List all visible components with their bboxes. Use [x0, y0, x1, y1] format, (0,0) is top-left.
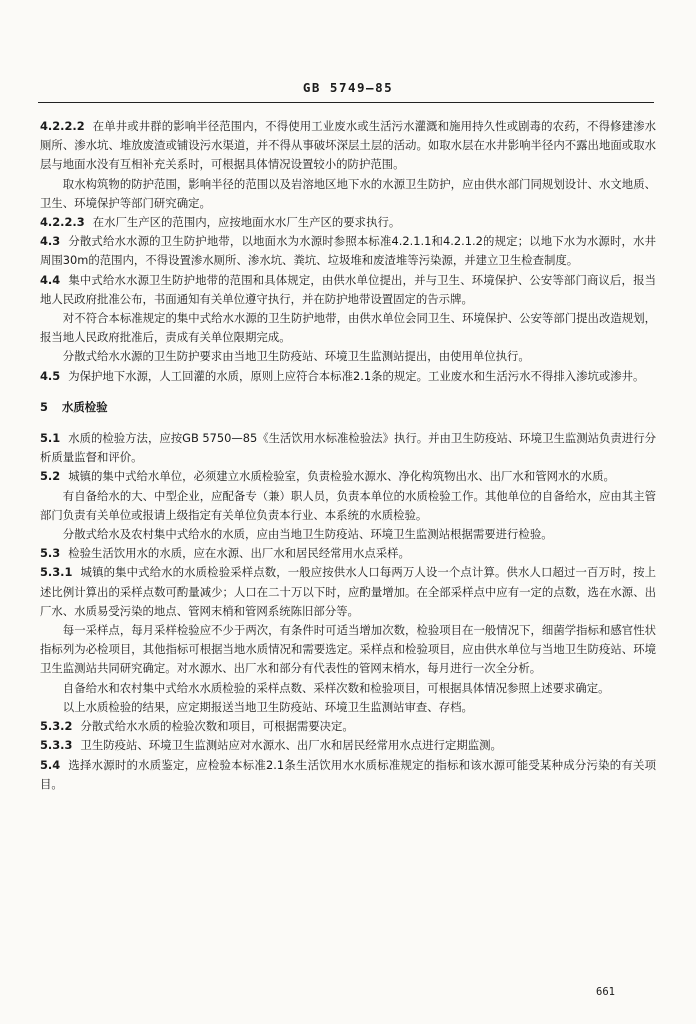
clause-number: 5.3: [40, 546, 61, 561]
paragraph-text: 分散式给水及农村集中式给水的水质，应由当地卫生防疫站、环境卫生监测站根据需要进行检验。: [62, 527, 553, 542]
paragraph: [40, 698, 656, 717]
paragraph-text: 集中式给水水源卫生防护地带的范围和具体规定，由供水单位提出，并与卫生、环境保护、公安等部门商议后，报当地人民政府批准公布，书面通知有关单位遵守执行，并在防护地带设置固定的告示牌。: [40, 272, 656, 306]
paragraph: [40, 117, 656, 175]
clause-number: 4.2.2.2: [40, 119, 85, 133]
paragraph: [40, 487, 656, 525]
clause-number: 4.4: [40, 272, 61, 287]
paragraph-text: 在单井或井群的影响半径范围内，不得使用工业废水或生活污水灌溉和施用持久性或剧毒的农药，不得修建渗水厕所、渗水坑、堆放废渣或铺设污水渠道，并不得从事破坏深层土层的活动。如取水层在水井影响半径内不露出地面或取水层与地面水没有互相补充关系时，可根据具体情况设置较小的防护范围。: [40, 119, 656, 172]
clause-number: 4.3: [40, 234, 61, 249]
paragraph-text: 卫生防疫站、环境卫生监测站应对水源水、出厂水和居民经常用水点进行定期监测。: [80, 738, 502, 753]
clauses-section-4: [40, 117, 656, 386]
page-header: GB 5749—85: [302, 80, 394, 95]
paragraph-text: 水质的检验方法，应按GB 5750—85《生活饮用水标准检验法》执行。并由卫生防疫站、环境卫生监测站负责进行分析质量监督和评价。: [40, 431, 656, 465]
clause-number: 4.2.2.3: [40, 215, 85, 230]
paragraph-text: 有自备给水的大、中型企业，应配备专（兼）职人员，负责本单位的水质检验工作。其他单位的自备给水，应由其主管部门负责有关单位或报请上级指定有关单位负责本行业、本系统的水质检验。: [40, 488, 656, 522]
clause-number: 5.3.1: [40, 565, 73, 580]
paragraph: [40, 736, 656, 755]
clause-number: 5.3.3: [40, 738, 73, 753]
clause-number: 4.5: [40, 368, 61, 383]
paragraph: [40, 717, 656, 736]
paragraph-text: 以上水质检验的结果，应定期报送当地卫生防疫站、环境卫生监测站审查、存档。: [62, 699, 473, 714]
paragraph-text: 城镇的集中式给水单位，必须建立水质检验室，负责检验水源水、净化构筑物出水、出厂水和管网水的水质。: [68, 469, 615, 484]
page-number: 661: [596, 986, 615, 998]
paragraph-text: 分散式给水水源的卫生防护要求由当地卫生防疫站、环境卫生监测站提出，由使用单位执行。: [62, 349, 530, 364]
paragraph-text: 每一采样点，每月采样检验应不少于两次，有条件时可适当增加次数，检验项目在一般情况下，细菌学指标和感官性状指标列为必检项目，其他指标可根据当地水质情况和需要选定。采样点和检验项目，应由供水单位与当地卫生防疫站、环境卫生监测站共同研究确定。对水源水、出厂水和部分有代表性的管网末梢水，每月进行一次全分析。: [40, 623, 656, 676]
clause-number: 5.2: [40, 469, 61, 484]
clause-number: 5.3.2: [40, 719, 73, 734]
paragraph: [40, 467, 656, 486]
paragraph: [40, 309, 656, 347]
paragraph: [40, 367, 656, 386]
paragraph: [40, 679, 656, 698]
paragraph: [40, 213, 656, 232]
paragraph-text: 选择水源时的水质鉴定，应检验本标准2.1条生活饮用水水质标准规定的指标和该水源可能受某种成分污染的有关项目。: [40, 757, 656, 791]
clauses-section-5: [40, 429, 656, 794]
paragraph-text: 城镇的集中式给水的水质检验采样点数，一般应按供水人口每两万人设一个点计算。供水人口超过一百万时，按上述比例计算出的采样点数可酌量减少；人口在二十万以下时，应酌量增加。在全部采样点中应有一定的点数，选在水源、出厂水、水质易受污染的地点、管网末梢和管网系统陈旧部分等。: [40, 565, 656, 618]
section-heading: [40, 398, 656, 417]
paragraph-text: 取水构筑物的防护范围，影响半径的范围以及岩溶地区地下水的水源卫生防护，应由供水部门同规划设计、水文地质、卫生、环境保护等部门研究确定。: [40, 176, 656, 210]
paragraph-text: 分散式给水水源的卫生防护地带，以地面水为水源时参照本标准4.2.1.1和4.2.1.2的规定；以地下水为水源时，水井周围30m的范围内，不得设置渗水厕所、渗水坑、粪坑、垃圾堆和废渣堆等污染源，并建立卫生检查制度。: [40, 234, 656, 268]
section-number: 5: [40, 399, 48, 414]
document-body: [40, 117, 656, 794]
paragraph: [40, 621, 656, 679]
paragraph: [40, 756, 656, 794]
section-title: 水质检验: [61, 399, 108, 414]
header-rule: [38, 102, 654, 103]
paragraph-text: 为保护地下水源，人工回灌的水质，原则上应符合本标准2.1条的规定。工业废水和生活污水不得排入渗坑或渗井。: [68, 368, 645, 383]
paragraph: [40, 347, 656, 366]
paragraph-text: 对不符合本标准规定的集中式给水水源的卫生防护地带，由供水单位会同卫生、环境保护、公安等部门提出改造规划，报当地人民政府批准后，责成有关单位限期完成。: [40, 311, 656, 345]
paragraph-text: 自备给水和农村集中式给水水质检验的采样点数、采样次数和检验项目，可根据具体情况参照上述要求确定。: [62, 680, 610, 695]
paragraph: [40, 175, 656, 213]
paragraph-text: 分散式给水水质的检验次数和项目，可根据需要决定。: [80, 719, 354, 734]
paragraph: [40, 544, 656, 563]
paragraph-text: 在水厂生产区的范围内，应按地面水水厂生产区的要求执行。: [92, 215, 401, 230]
paragraph: [40, 563, 656, 621]
paragraph-text: 检验生活饮用水的水质，应在水源、出厂水和居民经常用水点采样。: [68, 546, 410, 561]
clause-number: 5.1: [40, 431, 61, 446]
paragraph: [40, 271, 656, 309]
paragraph: [40, 525, 656, 544]
paragraph: [40, 232, 656, 270]
paragraph: [40, 429, 656, 467]
clause-number: 5.4: [40, 757, 61, 772]
